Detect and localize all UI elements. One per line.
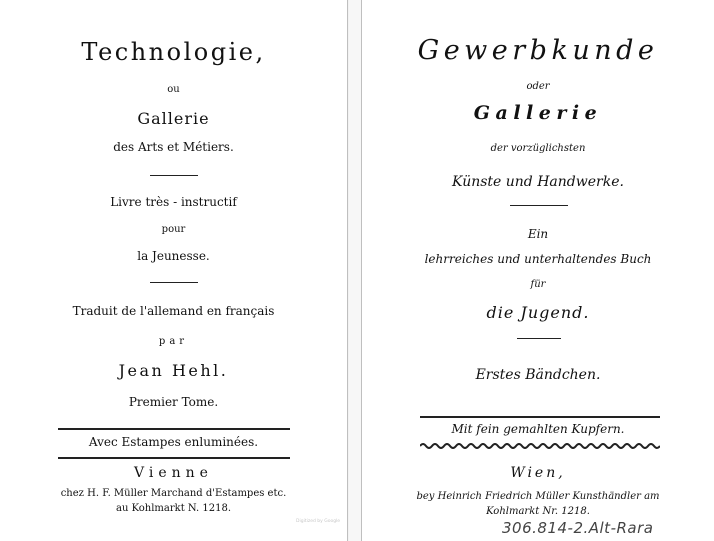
page-gutter — [349, 0, 361, 541]
left-rule-bottom — [58, 457, 290, 459]
left-imprint-2: au Kohlmarkt N. 1218. — [115, 503, 232, 514]
left-city: Vienne — [134, 465, 213, 481]
left-par: par — [158, 336, 189, 347]
left-gallerie: Gallerie — [137, 109, 210, 128]
left-translated: Traduit de l'allemand en français — [72, 304, 275, 318]
left-divider-1 — [150, 175, 198, 176]
left-description: Livre très - instructif — [110, 195, 237, 209]
right-imprint-1: bey Heinrich Friedrich Müller Kunsthändler am — [416, 491, 660, 502]
left-jeunesse: la Jeunesse. — [137, 249, 210, 263]
left-divider-2 — [150, 282, 198, 283]
right-kupfern: Mit fein gemahlten Kupfern. — [451, 422, 625, 436]
right-baendchen: Erstes Bändchen. — [475, 367, 601, 383]
right-rule-top — [420, 416, 660, 418]
left-author: Jean Hehl. — [118, 361, 229, 380]
left-imprint-1: chez H. F. Müller Marchand d'Estampes etc. — [60, 488, 287, 499]
right-oder: oder — [526, 81, 550, 92]
right-gallerie: Gallerie — [473, 102, 603, 124]
right-lehr: lehrreiches und unterhaltendes Buch — [424, 252, 652, 266]
right-wavy-rule — [420, 442, 660, 450]
right-ein: Ein — [527, 227, 549, 241]
right-title: Gewerbkunde — [417, 35, 659, 66]
right-page — [361, 0, 714, 541]
left-pour: pour — [161, 224, 186, 235]
left-tome: Premier Tome. — [128, 395, 219, 409]
shelfmark-handwriting: 306.814-2.Alt-Rara — [502, 519, 654, 537]
right-kuenste: Künste und Handwerke. — [452, 174, 624, 190]
right-divider-2 — [517, 338, 561, 339]
left-plates: Avec Estampes enluminées. — [88, 435, 259, 449]
left-page — [0, 0, 348, 541]
left-ou: ou — [167, 84, 180, 95]
left-title: Technologie, — [81, 38, 266, 66]
right-imprint-2: Kohlmarkt Nr. 1218. — [486, 506, 590, 517]
left-rule-top — [58, 428, 290, 430]
digitized-watermark: Digitized by Google — [296, 519, 341, 524]
right-der: der vorzüglichsten — [490, 143, 586, 154]
right-fuer: für — [530, 279, 546, 290]
right-jugend: die Jugend. — [486, 303, 590, 322]
right-city: Wien, — [510, 465, 566, 481]
right-divider-1 — [510, 205, 568, 206]
left-subtitle: des Arts et Métiers. — [113, 140, 234, 154]
